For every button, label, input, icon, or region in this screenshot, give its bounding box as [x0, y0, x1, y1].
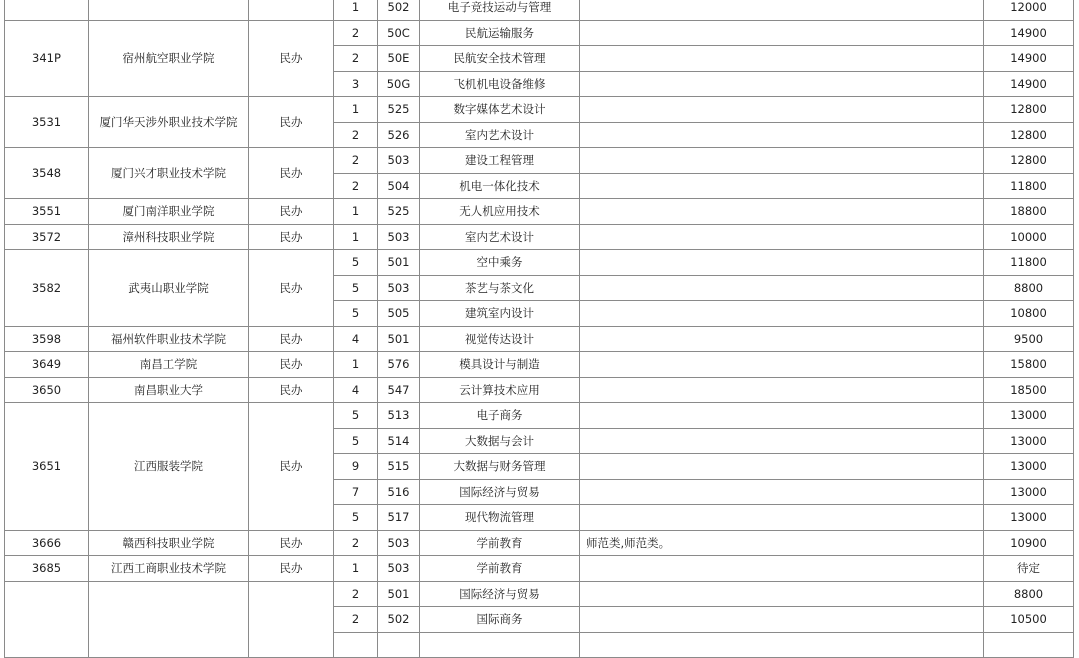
table-row — [5, 352, 1074, 378]
school-code: 3551 — [5, 199, 89, 225]
major-name: 建筑室内设计 — [420, 301, 580, 327]
tuition-fee: 11800 — [984, 250, 1074, 276]
school-name: 厦门华天涉外职业技术学院 — [89, 97, 249, 148]
plan-count: 1 — [334, 97, 378, 123]
tuition-fee: 18500 — [984, 377, 1074, 403]
major-code: 501 — [378, 581, 420, 607]
major-name: 室内艺术设计 — [420, 122, 580, 148]
plan-count: 2 — [334, 173, 378, 199]
tuition-fee: 12000 — [984, 0, 1074, 20]
major-note — [580, 122, 984, 148]
school-type: 民办 — [249, 326, 334, 352]
major-name: 大数据与会计 — [420, 428, 580, 454]
school-code — [5, 0, 89, 20]
plan-count: 2 — [334, 607, 378, 633]
school-type: 民办 — [249, 403, 334, 531]
plan-count: 2 — [334, 20, 378, 46]
major-note — [580, 0, 984, 20]
school-name — [89, 0, 249, 20]
major-code: 504 — [378, 173, 420, 199]
plan-count: 1 — [334, 556, 378, 582]
school-name: 南昌工学院 — [89, 352, 249, 378]
major-code: 503 — [378, 530, 420, 556]
plan-count: 2 — [334, 122, 378, 148]
plan-count: 2 — [334, 46, 378, 72]
school-type: 民办 — [249, 556, 334, 582]
school-type: 民办 — [249, 250, 334, 327]
major-name: 学前教育 — [420, 530, 580, 556]
major-name: 云计算技术应用 — [420, 377, 580, 403]
major-code: 503 — [378, 148, 420, 174]
table-row — [5, 377, 1074, 403]
school-type: 民办 — [249, 530, 334, 556]
tuition-fee: 13000 — [984, 505, 1074, 531]
tuition-fee: 8800 — [984, 275, 1074, 301]
plan-count: 9 — [334, 454, 378, 480]
tuition-fee: 8800 — [984, 581, 1074, 607]
tuition-fee: 14900 — [984, 20, 1074, 46]
major-code: 502 — [378, 607, 420, 633]
school-name: 江西服装学院 — [89, 403, 249, 531]
tuition-fee: 13000 — [984, 454, 1074, 480]
major-note — [580, 403, 984, 429]
plan-count: 7 — [334, 479, 378, 505]
major-code: 547 — [378, 377, 420, 403]
major-note — [580, 581, 984, 607]
tuition-fee: 10000 — [984, 224, 1074, 250]
school-code: 341P — [5, 20, 89, 97]
tuition-fee: 11800 — [984, 173, 1074, 199]
tuition-fee: 12800 — [984, 148, 1074, 174]
school-type: 民办 — [249, 20, 334, 97]
tuition-fee: 15800 — [984, 352, 1074, 378]
plan-count: 1 — [334, 352, 378, 378]
tuition-fee: 10800 — [984, 301, 1074, 327]
plan-count: 1 — [334, 0, 378, 20]
plan-count: 5 — [334, 250, 378, 276]
school-type: 民办 — [249, 97, 334, 148]
school-name — [89, 581, 249, 658]
major-note — [580, 250, 984, 276]
major-code: 526 — [378, 122, 420, 148]
tuition-fee: 12800 — [984, 122, 1074, 148]
plan-count: 2 — [334, 530, 378, 556]
table-row — [5, 581, 1074, 607]
major-note: 师范类,师范类。 — [580, 530, 984, 556]
major-name: 学前教育 — [420, 556, 580, 582]
major-name: 电子商务 — [420, 403, 580, 429]
school-type: 民办 — [249, 352, 334, 378]
table-row — [5, 148, 1074, 174]
school-type — [249, 581, 334, 658]
school-type — [249, 0, 334, 20]
major-note — [580, 97, 984, 123]
major-code: 517 — [378, 505, 420, 531]
school-code: 3572 — [5, 224, 89, 250]
plan-count: 5 — [334, 403, 378, 429]
major-note — [580, 454, 984, 480]
school-type: 民办 — [249, 377, 334, 403]
plan-count: 4 — [334, 377, 378, 403]
school-type: 民办 — [249, 224, 334, 250]
major-note — [580, 505, 984, 531]
tuition-fee: 12800 — [984, 97, 1074, 123]
major-name: 模具设计与制造 — [420, 352, 580, 378]
major-note — [580, 224, 984, 250]
school-name: 南昌职业大学 — [89, 377, 249, 403]
tuition-fee: 10500 — [984, 607, 1074, 633]
plan-count: 1 — [334, 224, 378, 250]
school-name: 厦门兴才职业技术学院 — [89, 148, 249, 199]
major-note — [580, 173, 984, 199]
school-code: 3685 — [5, 556, 89, 582]
major-code: 516 — [378, 479, 420, 505]
major-note — [580, 71, 984, 97]
school-code: 3666 — [5, 530, 89, 556]
major-name: 国际经济与贸易 — [420, 479, 580, 505]
major-code: 501 — [378, 250, 420, 276]
major-name: 空中乘务 — [420, 250, 580, 276]
major-code: 50E — [378, 46, 420, 72]
major-code: 514 — [378, 428, 420, 454]
table-row — [5, 403, 1074, 429]
major-code: 502 — [378, 0, 420, 20]
major-name: 数字媒体艺术设计 — [420, 97, 580, 123]
major-code: 50G — [378, 71, 420, 97]
tuition-fee: 18800 — [984, 199, 1074, 225]
major-note — [580, 199, 984, 225]
tuition-fee: 13000 — [984, 479, 1074, 505]
major-name: 电子竞技运动与管理 — [420, 0, 580, 20]
table-row — [5, 199, 1074, 225]
school-name: 福州软件职业技术学院 — [89, 326, 249, 352]
major-name: 国际商务 — [420, 607, 580, 633]
tuition-fee: 10900 — [984, 530, 1074, 556]
major-note — [580, 352, 984, 378]
major-code: 505 — [378, 301, 420, 327]
table-row — [5, 250, 1074, 276]
school-code: 3650 — [5, 377, 89, 403]
school-code — [5, 581, 89, 658]
major-name: 民航运输服务 — [420, 20, 580, 46]
plan-count: 2 — [334, 148, 378, 174]
school-code: 3548 — [5, 148, 89, 199]
major-code: 576 — [378, 352, 420, 378]
major-name: 建设工程管理 — [420, 148, 580, 174]
plan-count: 5 — [334, 301, 378, 327]
major-code: 501 — [378, 326, 420, 352]
plan-count: 5 — [334, 505, 378, 531]
school-name: 漳州科技职业学院 — [89, 224, 249, 250]
major-name: 飞机机电设备维修 — [420, 71, 580, 97]
major-note — [580, 46, 984, 72]
major-name: 茶艺与茶文化 — [420, 275, 580, 301]
major-name: 视觉传达设计 — [420, 326, 580, 352]
tuition-fee: 14900 — [984, 71, 1074, 97]
table-row — [5, 530, 1074, 556]
tuition-fee: 待定 — [984, 556, 1074, 582]
school-name: 厦门南洋职业学院 — [89, 199, 249, 225]
plan-count: 4 — [334, 326, 378, 352]
major-code: 525 — [378, 199, 420, 225]
major-note — [580, 326, 984, 352]
major-name: 室内艺术设计 — [420, 224, 580, 250]
table-row — [5, 326, 1074, 352]
major-name: 民航安全技术管理 — [420, 46, 580, 72]
school-name: 武夷山职业学院 — [89, 250, 249, 327]
major-name: 大数据与财务管理 — [420, 454, 580, 480]
school-code: 3531 — [5, 97, 89, 148]
school-code: 3582 — [5, 250, 89, 327]
table-row — [5, 556, 1074, 582]
major-note — [580, 275, 984, 301]
major-note — [580, 301, 984, 327]
school-type: 民办 — [249, 148, 334, 199]
major-note — [580, 148, 984, 174]
tuition-fee: 9500 — [984, 326, 1074, 352]
admissions-table — [4, 0, 1074, 658]
school-name: 宿州航空职业学院 — [89, 20, 249, 97]
major-name: 机电一体化技术 — [420, 173, 580, 199]
major-note — [580, 20, 984, 46]
major-name: 无人机应用技术 — [420, 199, 580, 225]
school-name: 江西工商职业技术学院 — [89, 556, 249, 582]
school-code: 3651 — [5, 403, 89, 531]
major-note — [580, 556, 984, 582]
major-code: 513 — [378, 403, 420, 429]
major-code: 525 — [378, 97, 420, 123]
major-name: 国际经济与贸易 — [420, 581, 580, 607]
major-code: 515 — [378, 454, 420, 480]
major-note — [580, 377, 984, 403]
plan-count: 3 — [334, 71, 378, 97]
major-name: 现代物流管理 — [420, 505, 580, 531]
school-code: 3598 — [5, 326, 89, 352]
school-type: 民办 — [249, 199, 334, 225]
major-code: 503 — [378, 556, 420, 582]
major-code: 503 — [378, 275, 420, 301]
major-note — [580, 607, 984, 633]
tuition-fee: 13000 — [984, 403, 1074, 429]
major-code: 50C — [378, 20, 420, 46]
tuition-fee: 14900 — [984, 46, 1074, 72]
school-name: 赣西科技职业学院 — [89, 530, 249, 556]
plan-count: 1 — [334, 199, 378, 225]
school-code: 3649 — [5, 352, 89, 378]
table-row — [5, 0, 1074, 20]
plan-count: 5 — [334, 428, 378, 454]
plan-count: 2 — [334, 581, 378, 607]
table-row — [5, 97, 1074, 123]
major-note — [580, 479, 984, 505]
tuition-fee: 13000 — [984, 428, 1074, 454]
table-row — [5, 224, 1074, 250]
table-row — [5, 20, 1074, 46]
major-code: 503 — [378, 224, 420, 250]
plan-count: 5 — [334, 275, 378, 301]
major-note — [580, 428, 984, 454]
